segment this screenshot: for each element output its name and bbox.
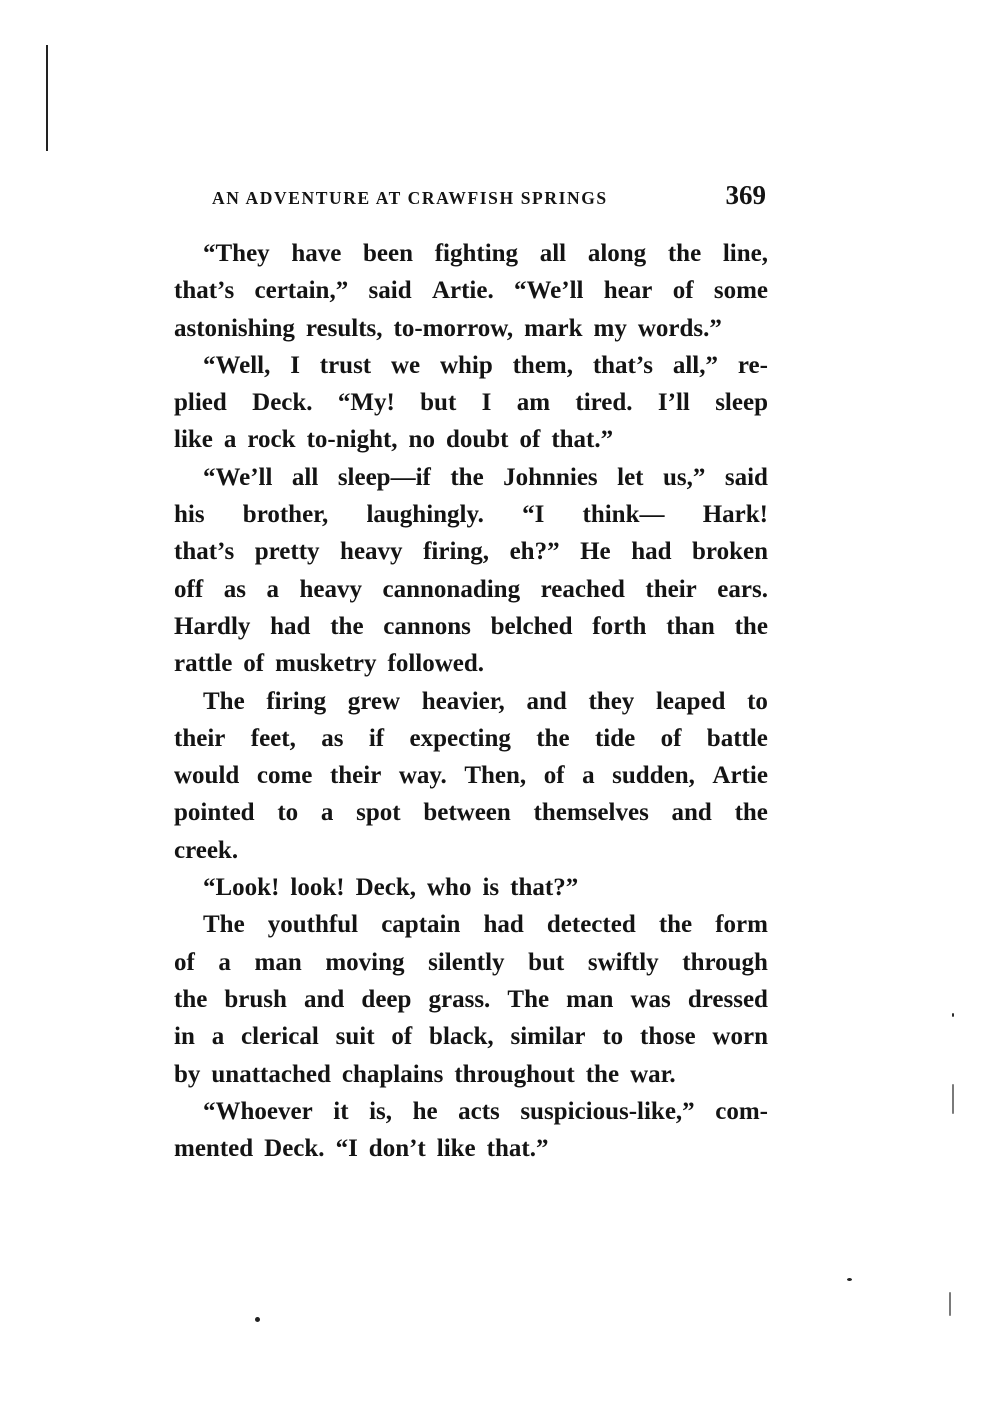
- word: have: [291, 240, 342, 267]
- word: and: [526, 687, 567, 715]
- word: if: [368, 724, 385, 752]
- word: of: [543, 762, 565, 790]
- ink-speck: [952, 1013, 954, 1017]
- word: I: [290, 351, 300, 379]
- word: would: [174, 762, 240, 790]
- word: whip: [439, 351, 493, 379]
- text-line: [174, 757, 768, 794]
- word: all: [539, 240, 567, 267]
- word: the: [658, 911, 693, 939]
- word: had: [631, 538, 672, 566]
- word: their: [645, 575, 697, 603]
- word: swiftly: [587, 948, 659, 976]
- word: the: [536, 724, 570, 752]
- word: of: [174, 948, 195, 976]
- word: trust: [319, 351, 372, 379]
- word: “They: [203, 240, 270, 267]
- word: think—: [582, 501, 665, 529]
- word: them,: [512, 351, 573, 379]
- text-line: [174, 720, 768, 757]
- word: the: [330, 612, 364, 640]
- word: ears.: [717, 575, 768, 603]
- word: had: [483, 911, 524, 939]
- word: captain: [381, 911, 461, 939]
- word: no: [408, 426, 435, 454]
- word: tired.: [575, 389, 633, 417]
- text-line: [174, 981, 768, 1018]
- word: to: [277, 799, 299, 827]
- text-line: [174, 496, 768, 533]
- word: look!: [290, 874, 345, 902]
- word: the: [174, 985, 208, 1013]
- text-line: [174, 1093, 768, 1130]
- word: war.: [630, 1060, 676, 1088]
- word: it: [333, 1097, 349, 1125]
- word: don’t: [368, 1135, 426, 1163]
- word: “Whoever: [203, 1097, 313, 1125]
- word: “We’ll: [203, 463, 273, 491]
- word: I: [481, 389, 492, 417]
- word: the: [667, 240, 702, 267]
- word: the: [585, 1060, 620, 1088]
- word: “We’ll: [514, 277, 584, 305]
- word: youthful: [267, 911, 359, 939]
- word: and: [304, 985, 345, 1013]
- text-line: [174, 869, 768, 906]
- word: com-: [715, 1097, 768, 1125]
- word: eh?”: [509, 538, 560, 566]
- word: off: [174, 575, 204, 603]
- word: worn: [712, 1023, 768, 1051]
- word: The: [203, 687, 245, 715]
- word: that.”: [551, 426, 614, 454]
- word: a: [223, 426, 237, 454]
- word: he: [412, 1097, 438, 1125]
- word: brush: [224, 985, 287, 1013]
- word: of: [660, 724, 682, 752]
- text-line: [174, 235, 768, 272]
- word: but: [528, 948, 565, 976]
- word: similar: [510, 1023, 586, 1051]
- word: that’s: [174, 538, 235, 566]
- word: their: [329, 762, 382, 790]
- word: their: [174, 724, 226, 752]
- word: results,: [305, 314, 383, 342]
- word: was: [630, 985, 671, 1013]
- text-line: [174, 906, 768, 943]
- word: who: [427, 874, 472, 902]
- word: words.”: [637, 314, 722, 342]
- text-line: [174, 571, 768, 608]
- word: the: [450, 463, 484, 491]
- text-line: [174, 1056, 768, 1093]
- word: been: [363, 240, 414, 267]
- word: a: [320, 799, 334, 827]
- word: “I: [522, 501, 545, 529]
- word: Deck.: [252, 389, 313, 417]
- word: Deck,: [355, 874, 416, 902]
- word: cannons: [383, 612, 471, 640]
- word: fighting: [434, 240, 519, 267]
- word: by: [174, 1060, 201, 1088]
- scan-edge-mark: [46, 45, 48, 151]
- word: astonishing: [174, 314, 295, 342]
- word: acts: [458, 1097, 500, 1125]
- text-line: [174, 347, 768, 384]
- page-number: 369: [725, 180, 766, 210]
- word: a: [218, 948, 231, 976]
- word: had: [270, 612, 311, 640]
- word: to: [747, 687, 768, 715]
- text-line: [174, 645, 768, 682]
- word: reached: [540, 575, 625, 603]
- word: said: [368, 277, 412, 305]
- word: that’s: [592, 351, 654, 379]
- word: us,”: [662, 463, 706, 491]
- word: firing,: [423, 538, 490, 566]
- word: am: [516, 389, 551, 417]
- word: that.”: [486, 1135, 549, 1163]
- word: black,: [429, 1023, 494, 1051]
- word: to-night,: [306, 426, 398, 454]
- word: is,: [369, 1097, 393, 1125]
- word: sudden,: [612, 762, 695, 790]
- word: feet,: [250, 724, 296, 752]
- word: said: [724, 463, 768, 491]
- word: silently: [428, 948, 505, 976]
- text-line: [174, 459, 768, 496]
- word: those: [640, 1023, 696, 1051]
- word: let: [617, 463, 644, 491]
- text-line: [174, 1130, 768, 1167]
- word: laughingly.: [366, 501, 484, 529]
- word: all,”: [672, 351, 718, 379]
- word: “I: [335, 1135, 358, 1163]
- word: that’s: [174, 277, 235, 305]
- word: He: [580, 538, 611, 566]
- word: detected: [546, 911, 636, 939]
- word: but: [420, 389, 457, 417]
- word: in: [174, 1023, 195, 1051]
- word: they: [588, 687, 635, 715]
- word: musketry: [275, 650, 377, 678]
- word: leaped: [655, 687, 726, 715]
- text-line: [174, 384, 768, 421]
- word: we: [390, 351, 421, 379]
- word: of: [519, 426, 541, 454]
- word: brother,: [242, 501, 329, 529]
- ink-speck: [847, 1278, 852, 1281]
- word: “Look!: [203, 874, 280, 902]
- word: than: [666, 612, 715, 640]
- word: that?”: [510, 874, 579, 902]
- word: The: [203, 911, 245, 939]
- word: rattle: [174, 650, 233, 678]
- word: mark: [524, 314, 583, 342]
- word: like: [174, 426, 213, 454]
- word: themselves: [533, 799, 649, 827]
- word: the: [734, 612, 768, 640]
- word: certain,”: [254, 277, 349, 305]
- word: spot: [356, 799, 401, 827]
- page-header: [212, 180, 772, 224]
- word: sleep—if: [337, 463, 431, 491]
- word: The: [507, 985, 550, 1013]
- word: battle: [706, 724, 768, 752]
- word: Hardly: [174, 612, 251, 640]
- word: tide: [594, 724, 636, 752]
- word: doubt: [445, 426, 509, 454]
- text-line: [174, 608, 768, 645]
- word: forth: [592, 612, 647, 640]
- word: my: [593, 314, 627, 342]
- word: grew: [347, 687, 401, 715]
- word: heavy: [340, 538, 403, 566]
- word: the: [734, 799, 768, 827]
- word: a: [582, 762, 595, 790]
- word: man: [566, 985, 614, 1013]
- word: is: [482, 874, 500, 902]
- word: Johnnies: [503, 463, 598, 491]
- word: deep: [361, 985, 412, 1013]
- word: expecting: [409, 724, 511, 752]
- word: all: [291, 463, 319, 491]
- word: some: [713, 277, 768, 305]
- word: mented: [174, 1135, 254, 1163]
- word: re-: [737, 351, 768, 379]
- word: through: [682, 948, 768, 976]
- word: like: [436, 1135, 476, 1163]
- word: of: [391, 1023, 413, 1051]
- word: along: [587, 240, 647, 267]
- word: grass.: [428, 985, 491, 1013]
- word: “Well,: [203, 351, 271, 379]
- word: heavy: [299, 575, 362, 603]
- word: Artie.: [431, 277, 494, 305]
- word: chaplains: [341, 1060, 444, 1088]
- word: broken: [692, 538, 768, 566]
- text-line: [174, 272, 768, 309]
- word: I’ll: [657, 389, 690, 417]
- word: rock: [247, 426, 296, 454]
- text-line: [174, 683, 768, 720]
- word: hear: [603, 277, 653, 305]
- word: “My!: [337, 389, 395, 417]
- word: sleep: [715, 389, 768, 417]
- word: a: [211, 1023, 225, 1051]
- word: Artie: [712, 762, 768, 790]
- word: suit: [335, 1023, 375, 1051]
- running-head: AN ADVENTURE AT CRAWFISH SPRINGS: [212, 188, 608, 208]
- word: between: [423, 799, 511, 827]
- word: firing: [266, 687, 327, 715]
- word: pretty: [254, 538, 320, 566]
- text-line: [174, 1018, 768, 1055]
- word: as: [223, 575, 246, 603]
- word: Hark!: [702, 501, 768, 529]
- ink-speck: [255, 1317, 260, 1322]
- word: his: [174, 501, 205, 529]
- word: Then,: [464, 762, 527, 790]
- word: moving: [325, 948, 405, 976]
- body-text: [174, 235, 768, 1167]
- word: a: [266, 575, 279, 603]
- word: as: [321, 724, 344, 752]
- word: belched: [490, 612, 573, 640]
- text-line: [174, 944, 768, 981]
- text-line: [174, 421, 768, 458]
- word: and: [671, 799, 712, 827]
- word: clerical: [241, 1023, 319, 1051]
- word: to-morrow,: [393, 314, 514, 342]
- word: heavier,: [421, 687, 505, 715]
- ink-speck: [949, 1292, 951, 1316]
- word: of: [672, 277, 694, 305]
- word: pointed: [174, 799, 255, 827]
- word: come: [256, 762, 313, 790]
- word: creek.: [174, 836, 239, 864]
- word: to: [602, 1023, 624, 1051]
- ink-speck: [952, 1084, 954, 1114]
- text-line: [174, 310, 768, 347]
- word: way.: [398, 762, 447, 790]
- word: throughout: [454, 1060, 575, 1088]
- word: plied: [174, 389, 227, 417]
- word: line,: [722, 240, 768, 267]
- word: Deck.: [264, 1135, 325, 1163]
- text-line: [174, 533, 768, 570]
- text-line: [174, 794, 768, 831]
- word: man: [254, 948, 302, 976]
- word: dressed: [687, 985, 768, 1013]
- text-line: [174, 832, 768, 869]
- word: suspicious-like,”: [520, 1097, 695, 1125]
- word: followed.: [387, 650, 485, 678]
- word: cannonading: [382, 575, 521, 603]
- word: form: [715, 911, 768, 939]
- word: of: [243, 650, 265, 678]
- word: unattached: [211, 1060, 331, 1088]
